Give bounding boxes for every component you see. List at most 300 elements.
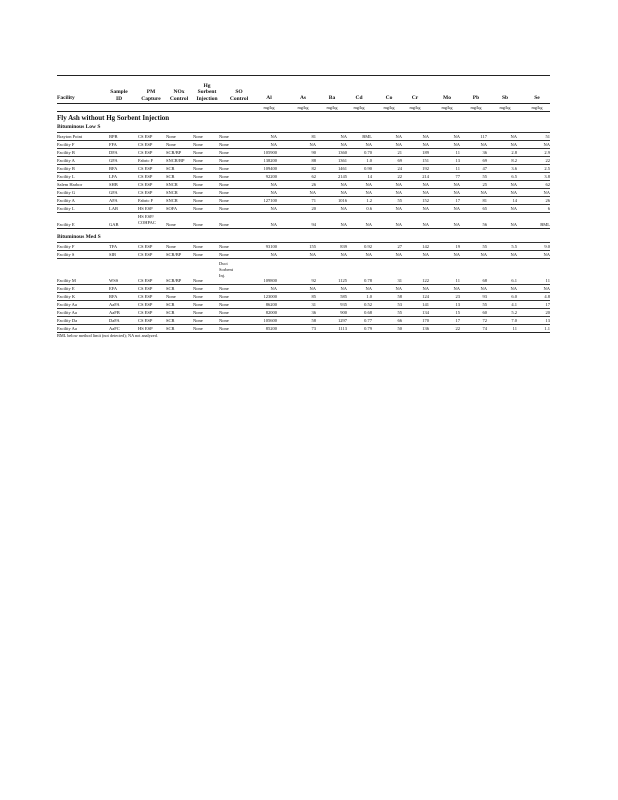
cell-Co: 55 — [397, 310, 402, 315]
cell-As: 92 — [311, 278, 316, 283]
header-element-Ba: Ba — [328, 95, 336, 101]
cell-Al: 105600 — [263, 318, 277, 323]
cell-pm-capture: CS ESP — [138, 310, 153, 315]
cell-Al: NA — [270, 190, 277, 195]
cell-nox-control: SNCR — [166, 182, 178, 187]
cell-Al: NA — [270, 134, 277, 139]
cell-Cd: BML — [362, 134, 372, 139]
cell-hg-sorbent: None — [193, 318, 203, 323]
cell-Cr: NA — [422, 190, 429, 195]
cell-Cd: 0.6 — [366, 206, 372, 211]
cell-hg-sorbent: None — [193, 326, 203, 331]
cell-sample-id: DFA — [109, 150, 118, 155]
cell-Al: 109800 — [263, 278, 277, 283]
cell-Cd: 1.0 — [366, 158, 372, 163]
table-row — [57, 258, 550, 285]
cell-nox-control: None — [166, 142, 176, 147]
cell-Co: 21 — [397, 150, 402, 155]
cell-Al: 109400 — [263, 166, 277, 171]
cell-Cd: 0.68 — [364, 310, 372, 315]
cell-Al: 105900 — [263, 150, 277, 155]
cell-hg-sorbent: None — [193, 158, 203, 163]
cell-Ba: 1360 — [338, 150, 347, 155]
cell-sample-id: SHB — [109, 182, 118, 187]
cell-sample-id: EFA — [109, 286, 118, 291]
cell-Se: 22 — [545, 158, 550, 163]
cell-Co: NA — [395, 142, 402, 147]
cell-pm-capture: CS ESP — [138, 174, 153, 179]
cell-pm-capture: CS ESP — [138, 182, 153, 187]
cell-nox-control: SCR — [166, 286, 175, 291]
cell-As: 88 — [311, 158, 316, 163]
cell-so-control: None — [219, 142, 229, 147]
cell-Ba: 935 — [340, 302, 347, 307]
cell-Se: 9.0 — [544, 244, 550, 249]
header-facility: Facility — [57, 95, 75, 101]
cell-nox-control: SCR/BP — [166, 278, 182, 283]
cell-sample-id: AaFA — [109, 302, 120, 307]
cell-Cd: 14 — [367, 174, 372, 179]
header-element-Cd: Cd — [355, 95, 363, 101]
cell-facility: Brayton Point — [57, 134, 83, 139]
cell-hg-sorbent: None — [193, 244, 203, 249]
header-element-Co: Co — [385, 95, 393, 101]
cell-Ba: 1461 — [338, 166, 347, 171]
cell-Co: 50 — [397, 326, 402, 331]
cell-sample-id: GAB — [109, 222, 119, 227]
cell-As: 82 — [311, 166, 316, 171]
cell-As: NA — [309, 286, 316, 291]
cell-Se: NA — [543, 252, 550, 257]
cell-Cd: 0.90 — [364, 166, 372, 171]
cell-Mo: NA — [453, 134, 460, 139]
cell-Cr: 192 — [422, 166, 429, 171]
cell-pm-capture: CS ESP — [138, 190, 153, 195]
cell-Ba: NA — [340, 206, 347, 211]
cell-Cr: 134 — [422, 310, 429, 315]
cell-Ba: 1361 — [338, 158, 347, 163]
cell-Pb: 55 — [482, 174, 487, 179]
cell-facility: Facility E — [57, 286, 75, 291]
cell-Cd: 0.77 — [364, 318, 372, 323]
cell-Pb: 74 — [482, 326, 487, 331]
cell-Cd: 1.0 — [366, 294, 372, 299]
cell-Co: 31 — [397, 278, 402, 283]
cell-nox-control: SCR — [166, 310, 175, 315]
cell-Ba: NA — [340, 222, 347, 227]
cell-pm-capture: CS ESP — [138, 134, 153, 139]
cell-sample-id: WSS — [109, 278, 119, 283]
cell-Al: NA — [270, 142, 277, 147]
cell-Co: NA — [395, 252, 402, 257]
cell-pm-capture: Fabric F — [138, 198, 154, 203]
cell-Sb: 6.1 — [511, 278, 517, 283]
cell-nox-control: SCR — [166, 302, 175, 307]
cell-Ba: NA — [340, 190, 347, 195]
footnote: BML below method limit (not detected); NA not analyzed. — [57, 333, 158, 338]
header-rule — [57, 103, 550, 104]
group-bottom-rule — [57, 228, 550, 229]
unit-As: mg/kg — [297, 105, 309, 110]
cell-Sb: 3.6 — [511, 166, 517, 171]
cell-Sb: NA — [510, 134, 517, 139]
cell-so-control: None — [219, 222, 229, 227]
cell-Pb: 117 — [480, 134, 487, 139]
cell-As: 90 — [311, 150, 316, 155]
cell-so-control: None — [219, 158, 229, 163]
cell-Sb: NA — [510, 142, 517, 147]
cell-As: 36 — [311, 310, 316, 315]
cell-Cd: 1.2 — [366, 198, 372, 203]
cell-pm-capture: CS ESP — [138, 166, 153, 171]
header-hg-sorbent: Hg Sorbent Injection — [196, 82, 218, 102]
cell-Ba: NA — [340, 182, 347, 187]
cell-Pb: NA — [480, 252, 487, 257]
cell-Pb: 81 — [482, 198, 487, 203]
header-pm-capture: PM Capture — [141, 89, 161, 102]
cell-hg-sorbent: None — [193, 222, 203, 227]
cell-Ba: 900 — [340, 310, 347, 315]
cell-facility: Facility L — [57, 174, 75, 179]
cell-Se: 17 — [545, 302, 550, 307]
cell-facility: Facility K — [57, 294, 76, 299]
cell-Sb: 6.5 — [511, 174, 517, 179]
cell-Cr: NA — [422, 252, 429, 257]
cell-Pb: 47 — [482, 166, 487, 171]
cell-sample-id: RFA — [109, 294, 118, 299]
cell-Mo: NA — [453, 182, 460, 187]
cell-hg-sorbent: None — [193, 286, 203, 291]
cell-nox-control: SNCR — [166, 190, 178, 195]
cell-facility: Salem Harbor — [57, 182, 83, 187]
unit-Al: mg/kg — [263, 105, 275, 110]
cell-Sb: NA — [510, 190, 517, 195]
cell-Cd: NA — [365, 142, 372, 147]
cell-Cr: NA — [422, 134, 429, 139]
cell-Pb: 25 — [482, 182, 487, 187]
cell-Pb: 55 — [482, 302, 487, 307]
cell-Al: 85200 — [265, 326, 277, 331]
cell-Pb: 56 — [482, 222, 487, 227]
cell-Ba: 1125 — [338, 278, 347, 283]
group-title: Bituminous Med S — [57, 234, 101, 240]
cell-Cr: 122 — [422, 278, 429, 283]
cell-facility: Facility L — [57, 206, 75, 211]
cell-pm-capture: Fabric F — [138, 158, 154, 163]
cell-sample-id: AaFB — [109, 310, 120, 315]
cell-Pb: 68 — [482, 278, 487, 283]
cell-Mo: NA — [453, 206, 460, 211]
cell-Cd: NA — [365, 252, 372, 257]
cell-so-control: Duct Sorbent Inj. — [219, 261, 233, 278]
cell-hg-sorbent: None — [193, 310, 203, 315]
cell-Cr: 189 — [422, 150, 429, 155]
cell-Ba: NA — [340, 134, 347, 139]
cell-nox-control: None — [166, 222, 176, 227]
cell-Pb: NA — [480, 142, 487, 147]
header-nox-control: NOx Control — [169, 89, 189, 102]
unit-Pb: mg/kg — [470, 105, 482, 110]
cell-Ba: 1297 — [338, 318, 347, 323]
cell-Al: NA — [270, 252, 277, 257]
cell-so-control: None — [219, 318, 229, 323]
cell-pm-capture: HS ESP — [138, 206, 153, 211]
unit-Mo: mg/kg — [441, 105, 453, 110]
cell-Al: NA — [270, 182, 277, 187]
cell-Sb: 6.0 — [511, 294, 517, 299]
cell-Mo: NA — [453, 190, 460, 195]
cell-Mo: NA — [453, 222, 460, 227]
cell-sample-id: AFA — [109, 198, 118, 203]
header-element-Pb: Pb — [472, 95, 480, 101]
cell-nox-control: None — [166, 134, 176, 139]
cell-Al: 123000 — [263, 294, 277, 299]
cell-Sb: 14 — [512, 198, 517, 203]
cell-Cr: 124 — [422, 294, 429, 299]
cell-Se: NA — [543, 286, 550, 291]
cell-Cr: NA — [422, 142, 429, 147]
cell-Sb: 5.5 — [511, 244, 517, 249]
cell-Co: 66 — [397, 318, 402, 323]
cell-Mo: 15 — [455, 310, 460, 315]
cell-Cr: 170 — [422, 318, 429, 323]
cell-Cd: 0.52 — [364, 302, 372, 307]
cell-Co: NA — [395, 190, 402, 195]
cell-hg-sorbent: None — [193, 302, 203, 307]
cell-Mo: 11 — [455, 278, 460, 283]
cell-Ba: NA — [340, 142, 347, 147]
cell-facility: Facility A — [57, 158, 75, 163]
cell-Al: 82000 — [265, 310, 277, 315]
cell-Sb: 11 — [512, 326, 517, 331]
cell-Pb: 60 — [482, 310, 487, 315]
cell-sample-id: GFA — [109, 158, 118, 163]
cell-pm-capture: CS ESP — [138, 318, 153, 323]
cell-hg-sorbent: None — [193, 190, 203, 195]
cell-Al: 138200 — [263, 158, 277, 163]
cell-facility: Facility F — [57, 142, 75, 147]
cell-pm-capture: CS ESP — [138, 252, 153, 257]
cell-Al: NA — [270, 286, 277, 291]
cell-Ba: 1016 — [338, 198, 347, 203]
cell-so-control: None — [219, 310, 229, 315]
cell-facility: Facility G — [57, 190, 76, 195]
cell-Pb: 55 — [482, 244, 487, 249]
cell-Se: NA — [543, 190, 550, 195]
cell-Sb: NA — [510, 286, 517, 291]
cell-so-control: None — [219, 190, 229, 195]
cell-Se: 26 — [545, 198, 550, 203]
cell-sample-id: DaFA — [109, 318, 120, 323]
cell-hg-sorbent: None — [193, 174, 203, 179]
cell-sample-id: FFA — [109, 142, 117, 147]
cell-hg-sorbent: None — [193, 294, 203, 299]
cell-nox-control: SCR — [166, 174, 175, 179]
cell-Mo: 19 — [455, 244, 460, 249]
cell-Cd: 0.78 — [364, 278, 372, 283]
section-title: Fly Ash without Hg Sorbent Injection — [57, 114, 170, 122]
cell-As: 71 — [311, 198, 316, 203]
cell-nox-control: SCR — [166, 326, 175, 331]
cell-Co: NA — [395, 134, 402, 139]
cell-Co: NA — [395, 206, 402, 211]
header-element-Se: Se — [534, 95, 540, 101]
cell-Pb: 36 — [482, 150, 487, 155]
unit-Cr: mg/kg — [409, 105, 421, 110]
cell-Mo: 13 — [455, 158, 460, 163]
cell-Se: 2.5 — [544, 166, 550, 171]
cell-As: NA — [309, 142, 316, 147]
unit-Cd: mg/kg — [353, 105, 365, 110]
cell-As: 62 — [311, 174, 316, 179]
cell-so-control: None — [219, 252, 229, 257]
cell-facility: Facility B — [57, 150, 75, 155]
cell-Cr: NA — [422, 182, 429, 187]
cell-Se: 11 — [545, 278, 550, 283]
cell-As: 85 — [311, 294, 316, 299]
cell-hg-sorbent: None — [193, 150, 203, 155]
cell-Cd: NA — [365, 286, 372, 291]
cell-Sb: NA — [510, 222, 517, 227]
cell-sample-id: SIB — [109, 252, 117, 257]
cell-so-control: None — [219, 286, 229, 291]
cell-pm-capture: CS ESP — [138, 302, 153, 307]
cell-facility: Facility S — [57, 252, 75, 257]
cell-hg-sorbent: None — [193, 252, 203, 257]
cell-facility: Facility Aa — [57, 326, 77, 331]
cell-hg-sorbent: None — [193, 198, 203, 203]
cell-Cr: NA — [422, 222, 429, 227]
unit-Se: mg/kg — [531, 105, 543, 110]
cell-facility: Facility A — [57, 198, 75, 203]
cell-hg-sorbent: None — [193, 182, 203, 187]
header-so-control: SO Control — [229, 89, 249, 102]
cell-so-control: None — [219, 182, 229, 187]
cell-Se: 13 — [545, 318, 550, 323]
cell-As: 20 — [311, 206, 316, 211]
cell-Al: NA — [270, 222, 277, 227]
cell-so-control: None — [219, 244, 229, 249]
cell-Sb: 4.1 — [511, 302, 517, 307]
cell-Ba: 2145 — [338, 174, 347, 179]
cell-Cd: 0.92 — [364, 244, 372, 249]
cell-so-control: None — [219, 302, 229, 307]
cell-Mo: 77 — [455, 174, 460, 179]
units-rule — [57, 111, 550, 112]
cell-Mo: 13 — [455, 302, 460, 307]
cell-pm-capture: CS ESP — [138, 142, 153, 147]
cell-Mo: 11 — [455, 150, 460, 155]
cell-nox-control: SNCR — [166, 198, 178, 203]
cell-pm-capture: CS ESP — [138, 294, 153, 299]
header-element-Al: Al — [266, 95, 272, 101]
cell-nox-control: SCR — [166, 166, 175, 171]
cell-nox-control: None — [166, 294, 176, 299]
cell-Mo: 22 — [455, 326, 460, 331]
cell-Cr: 152 — [422, 198, 429, 203]
cell-Sb: 2.8 — [511, 150, 517, 155]
cell-Pb: 69 — [482, 158, 487, 163]
cell-Pb: 93 — [482, 294, 487, 299]
header-sample-id: Sample ID — [110, 89, 128, 102]
cell-facility: Facility Aa — [57, 310, 77, 315]
cell-Se: 3.8 — [544, 174, 550, 179]
cell-Co: 24 — [397, 166, 402, 171]
cell-Co: 53 — [397, 302, 402, 307]
cell-so-control: None — [219, 326, 229, 331]
cell-sample-id: AaFC — [109, 326, 120, 331]
cell-so-control: None — [219, 198, 229, 203]
cell-nox-control: SOFA — [166, 206, 178, 211]
cell-Co: 55 — [397, 198, 402, 203]
cell-As: 31 — [311, 302, 316, 307]
cell-nox-control: SCR/BP — [166, 150, 182, 155]
cell-As: 73 — [311, 326, 316, 331]
cell-hg-sorbent: None — [193, 278, 203, 283]
cell-Pb: NA — [480, 286, 487, 291]
cell-Mo: 17 — [455, 318, 460, 323]
cell-pm-capture: HS ESP — [138, 326, 153, 331]
cell-Co: NA — [395, 286, 402, 291]
cell-nox-control: None — [166, 244, 176, 249]
cell-facility: Facility F — [57, 244, 75, 249]
cell-pm-capture: CS ESP — [138, 286, 153, 291]
cell-pm-capture: CS ESP — [138, 150, 153, 155]
cell-facility: Facility Aa — [57, 302, 77, 307]
cell-As: NA — [309, 252, 316, 257]
cell-Mo: NA — [453, 252, 460, 257]
cell-hg-sorbent: None — [193, 166, 203, 171]
cell-Sb: NA — [510, 182, 517, 187]
cell-Mo: NA — [453, 286, 460, 291]
cell-Ba: 585 — [340, 294, 347, 299]
cell-Cr: 214 — [422, 174, 429, 179]
cell-Co: 58 — [397, 294, 402, 299]
cell-Mo: 17 — [455, 198, 460, 203]
cell-Sb: 8.2 — [511, 158, 517, 163]
cell-As: 58 — [311, 318, 316, 323]
cell-Se: 4.8 — [544, 294, 550, 299]
cell-Se: 20 — [545, 310, 550, 315]
header-element-Sb: Sb — [501, 95, 509, 101]
cell-Cr: 141 — [422, 302, 429, 307]
cell-pm-capture: CS ESP — [138, 244, 153, 249]
cell-sample-id: LFA — [109, 174, 118, 179]
cell-Cd: NA — [365, 182, 372, 187]
table-row — [57, 212, 550, 229]
cell-Ba: 1113 — [338, 326, 347, 331]
cell-Cd: 0.70 — [364, 150, 372, 155]
cell-facility: Facility B — [57, 166, 75, 171]
cell-Ba: NA — [340, 286, 347, 291]
cell-so-control: None — [219, 174, 229, 179]
cell-Se: 62 — [545, 182, 550, 187]
cell-Al: 127100 — [263, 198, 277, 203]
cell-As: NA — [309, 190, 316, 195]
cell-facility: Facility M — [57, 278, 76, 283]
cell-pm-capture: HS ESP/ COHPAC — [138, 214, 156, 225]
cell-Al: 86200 — [265, 302, 277, 307]
cell-sample-id: TFA — [109, 244, 118, 249]
cell-As: 26 — [311, 182, 316, 187]
cell-Co: 22 — [397, 174, 402, 179]
cell-Sb: NA — [510, 206, 517, 211]
cell-Al: 93100 — [265, 244, 277, 249]
cell-Se: NA — [543, 142, 550, 147]
cell-sample-id: LAB — [109, 206, 118, 211]
cell-sample-id: BFA — [109, 166, 118, 171]
cell-so-control: None — [219, 206, 229, 211]
